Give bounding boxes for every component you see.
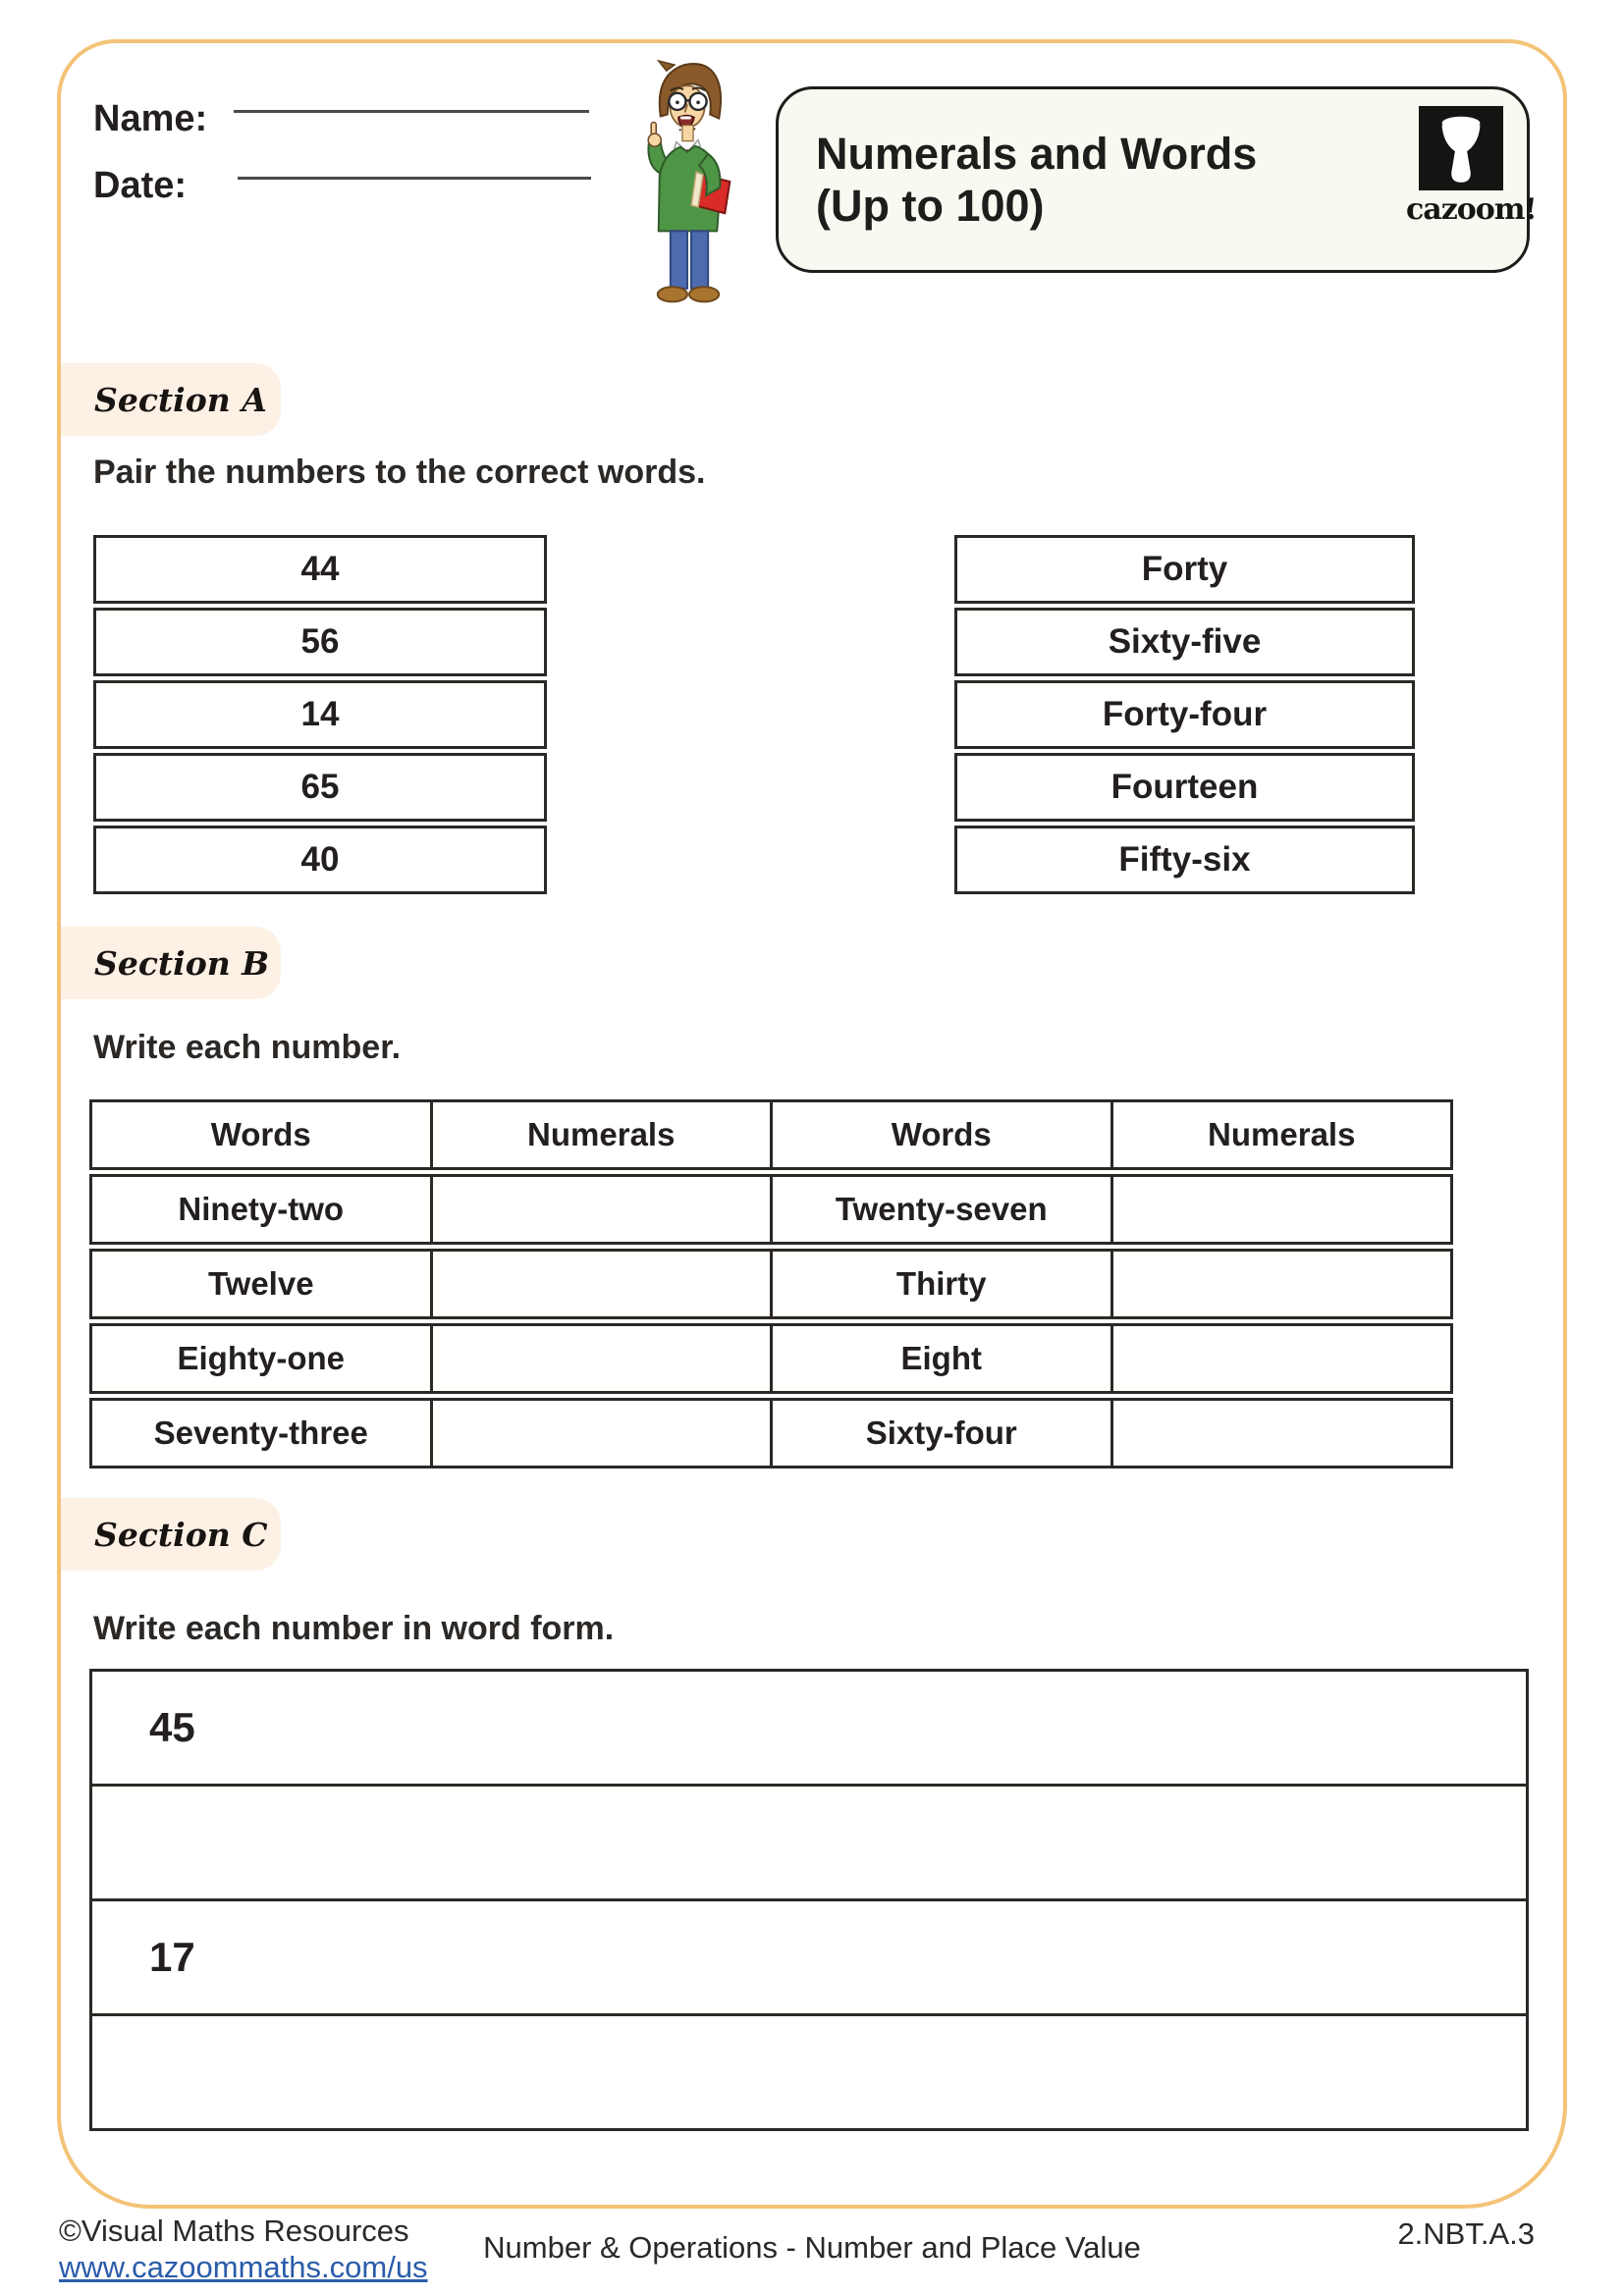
number-cell: 44 bbox=[93, 535, 547, 604]
website-link[interactable]: www.cazoommaths.com/us bbox=[59, 2250, 428, 2284]
answer-cell bbox=[1110, 1252, 1451, 1316]
cazoom-logo bbox=[1406, 106, 1537, 227]
answer-cell bbox=[92, 2013, 1526, 2128]
word-cell: Sixty-five bbox=[954, 608, 1415, 676]
column-header: Words bbox=[770, 1102, 1110, 1167]
answer-cell bbox=[1110, 1401, 1451, 1466]
column-header: Words bbox=[210, 1116, 311, 1152]
name-fill-in-line bbox=[234, 110, 589, 113]
answer-cell bbox=[430, 1252, 771, 1316]
table-row bbox=[89, 1174, 1453, 1245]
copyright-text: ©Visual Maths Resources bbox=[59, 2214, 409, 2248]
date-label: Date: bbox=[93, 165, 188, 206]
section-c-label: Section C bbox=[94, 1515, 268, 1554]
name-label: Name: bbox=[93, 98, 208, 139]
teacher-cartoon-illustration bbox=[617, 55, 764, 312]
section-a-numbers-table bbox=[93, 535, 547, 894]
word-cell: Eighty-one bbox=[177, 1340, 345, 1376]
section-a-instruction: Pair the numbers to the correct words. bbox=[93, 454, 706, 491]
drum-icon bbox=[1419, 106, 1503, 190]
section-a-pill bbox=[61, 363, 281, 436]
section-b-pill bbox=[61, 927, 281, 999]
section-b-label: Section B bbox=[94, 943, 270, 983]
column-header: Numerals bbox=[1110, 1102, 1451, 1167]
table-header-row bbox=[89, 1099, 1453, 1170]
table-row bbox=[89, 1249, 1453, 1319]
word-cell: Twenty-seven bbox=[770, 1177, 1110, 1242]
word-cell: Thirty bbox=[770, 1252, 1110, 1316]
number-cell: 40 bbox=[93, 826, 547, 894]
word-cell: Forty-four bbox=[954, 680, 1415, 749]
number-cell: 56 bbox=[93, 608, 547, 676]
footer-topic-text: Number & Operations - Number and Place Value bbox=[483, 2230, 1141, 2265]
section-a-words-table bbox=[954, 535, 1415, 894]
section-b-instruction: Write each number. bbox=[93, 1029, 402, 1066]
standard-code: 2.NBT.A.3 bbox=[1397, 2216, 1535, 2251]
number-cell: 17 bbox=[92, 1898, 1526, 2013]
answer-cell bbox=[430, 1326, 771, 1391]
number-cell: 14 bbox=[93, 680, 547, 749]
column-header: Numerals bbox=[430, 1102, 771, 1167]
number-cell: 45 bbox=[149, 1704, 195, 1750]
answer-cell bbox=[430, 1401, 771, 1466]
word-cell: Eight bbox=[770, 1326, 1110, 1391]
answer-cell bbox=[430, 1177, 771, 1242]
word-cell: Seventy-three bbox=[153, 1415, 368, 1451]
section-a-label: Section A bbox=[94, 380, 267, 419]
worksheet-title: Numerals and Words (Up to 100) bbox=[816, 128, 1258, 231]
number-cell: 65 bbox=[93, 753, 547, 822]
answer-cell bbox=[92, 1784, 1526, 1898]
word-cell: Fourteen bbox=[954, 753, 1415, 822]
word-cell: Fifty-six bbox=[954, 826, 1415, 894]
table-row bbox=[89, 1323, 1453, 1394]
word-cell: Forty bbox=[954, 535, 1415, 604]
section-c-instruction: Write each number in word form. bbox=[93, 1610, 615, 1647]
section-c-pill bbox=[61, 1498, 281, 1571]
date-fill-in-line bbox=[238, 177, 591, 180]
answer-cell bbox=[1110, 1326, 1451, 1391]
section-c-table bbox=[89, 1669, 1529, 2131]
word-cell: Ninety-two bbox=[178, 1191, 345, 1227]
word-cell: Sixty-four bbox=[770, 1401, 1110, 1466]
word-cell: Twelve bbox=[207, 1265, 314, 1302]
section-b-table bbox=[89, 1099, 1453, 1468]
table-row bbox=[89, 1398, 1453, 1468]
answer-cell bbox=[1110, 1177, 1451, 1242]
logo-wordmark: cazoom! bbox=[1406, 192, 1537, 227]
